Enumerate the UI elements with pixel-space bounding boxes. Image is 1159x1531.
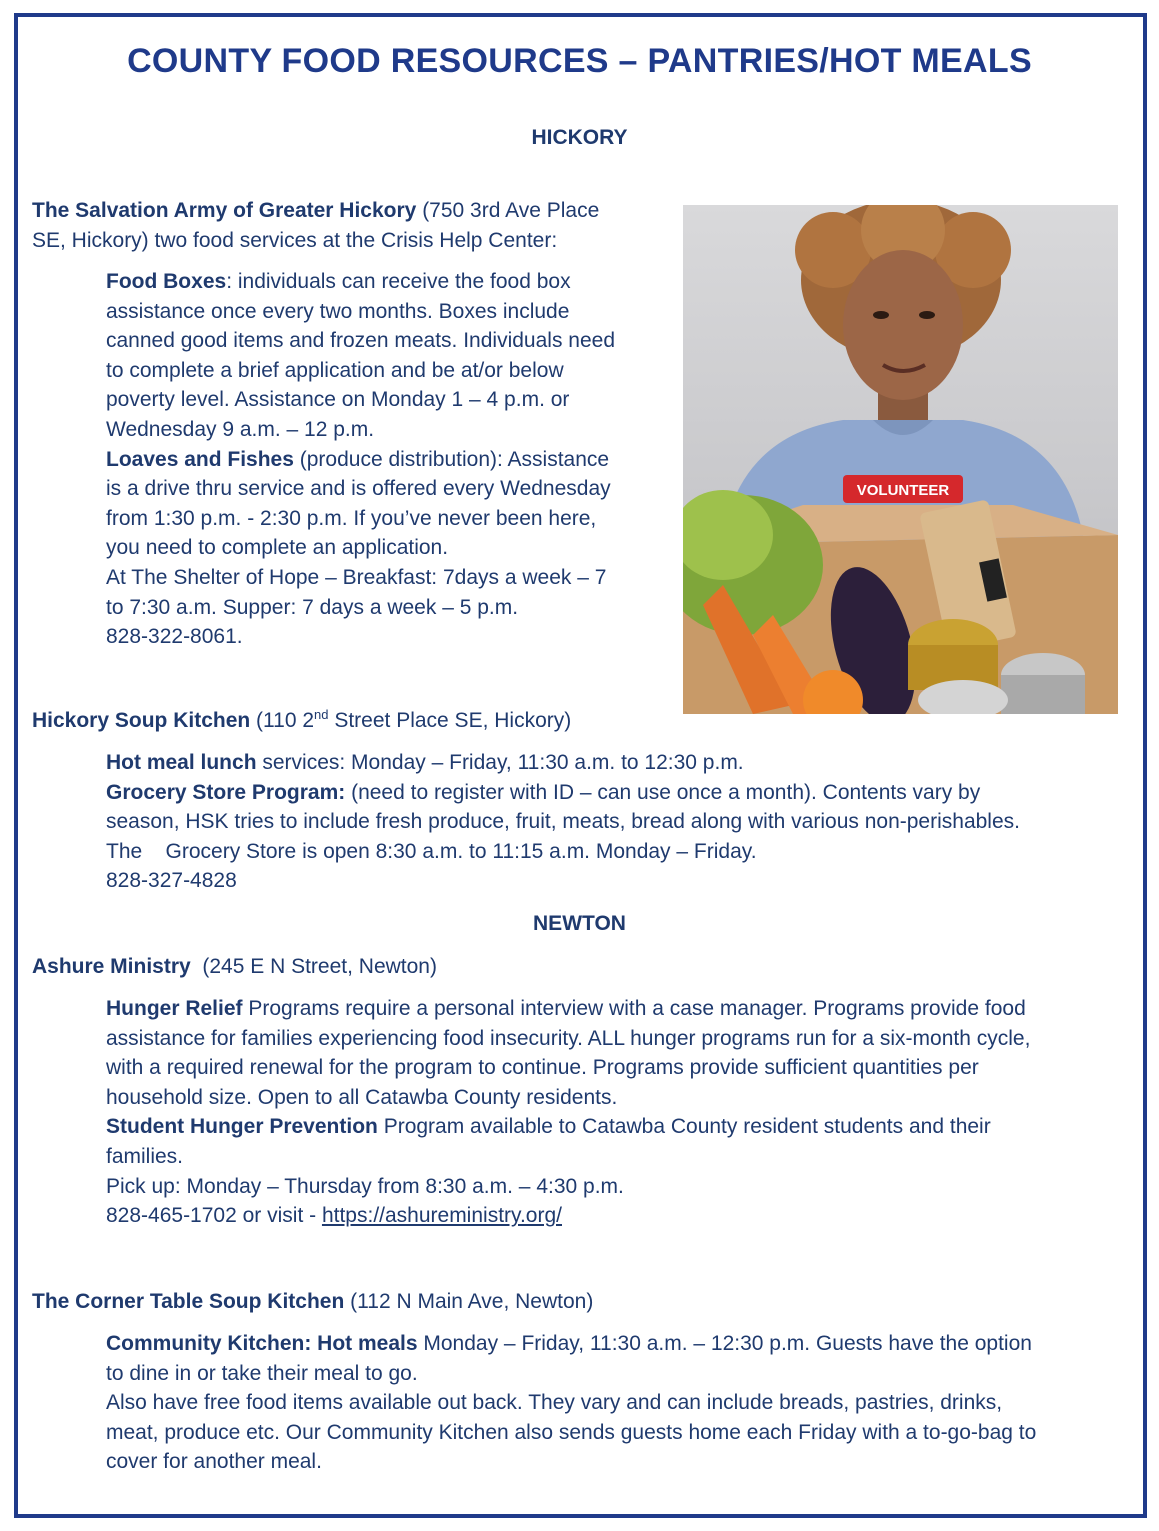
food-boxes-text: Wednesday 9 a.m. – 12 p.m. [106,417,375,441]
loaves-fishes-text: (produce distribution): Assistance [293,447,610,471]
community-kitchen-label: Community Kitchen: Hot meals [106,1332,418,1355]
grocery-text: season, HSK tries to include fresh produce, fruit, meats, bread along with various non-perishables. [106,810,1020,834]
hunger-relief-text: household size. Open to all Catawba County residents. [106,1085,618,1109]
hot-meal-text: services: Monday – Friday, 11:30 a.m. to 12:30 p.m. [256,751,744,774]
hunger-relief-text: Programs require a personal interview with a case manager. Programs provide food [242,997,1026,1020]
community-kitchen-text: Monday – Friday, 11:30 a.m. – 12:30 p.m. Guests have the option [417,1332,1032,1355]
ashure-contact: 828-465-1702 or visit - [106,1204,322,1228]
free-food-text: meat, produce etc. Our Community Kitchen also sends guests home each Friday with a to-go-bag to [106,1420,1037,1444]
shelter-phone: 828-322-8061. [106,625,243,649]
food-boxes-text: poverty level. Assistance on Monday 1 – 4 p.m. or [106,388,570,412]
food-boxes-label: Food Boxes [106,270,227,293]
pickup-text: Pick up: Monday – Thursday from 8:30 a.m. – 4:30 p.m. [106,1174,624,1198]
page-title: COUNTY FOOD RESOURCES – PANTRIES/HOT MEALS [127,42,1032,80]
food-boxes-text: : individuals can receive the food box [226,270,571,293]
hunger-relief-text: assistance for families experiencing food insecurity. ALL hunger programs run for a six-month cycle, [106,1026,1031,1050]
ashure-website-link[interactable]: https://ashureministry.org/ [321,1204,562,1228]
loaves-fishes-text: is a drive thru service and is offered every Wednesday [106,477,611,501]
shelter-text: to 7:30 a.m. Supper: 7 days a week – 5 p.m. [106,595,519,619]
loaves-fishes-text: you need to complete an application. [106,536,449,560]
food-boxes-text: to complete a brief application and be at/or below [106,358,564,382]
food-boxes-text: canned good items and frozen meats. Individuals need [106,329,615,353]
ashure-address: (245 E N Street, Newton) [190,955,437,978]
hot-meal-label: Hot meal lunch [106,751,257,774]
soup-kitchen-header [32,706,732,736]
volunteer-photo [683,205,1118,714]
community-kitchen-text: to dine in or take their meal to go. [106,1361,418,1385]
salvation-army-header [32,196,672,255]
soup-kitchen-name: Hickory Soup Kitchen [32,709,251,732]
ashure-header [32,952,732,982]
soup-kitchen-address: Street Place SE, Hickory) [328,709,572,732]
student-hunger-label: Student Hunger Prevention [106,1115,378,1139]
salvation-army-services [106,267,676,652]
section-heading-hickory: HICKORY [531,126,628,149]
student-hunger-text: Program available to Catawba County resident students and their [377,1115,991,1139]
shelter-text: At The Shelter of Hope – Breakfast: 7days a week – 7 [106,565,607,589]
hunger-relief-label: Hunger Relief [106,997,243,1020]
corner-table-name: The Corner Table Soup Kitchen [32,1290,345,1313]
soup-kitchen-address: (110 2 [250,709,315,732]
hunger-relief-text: with a required renewal for the program to continue. Programs provide sufficient quantities per [106,1056,979,1080]
volunteer-badge-text: VOLUNTEER [856,482,950,499]
salvation-army-address-1: (750 3rd Ave Place [416,199,600,222]
corner-table-address: (112 N Main Ave, Newton) [344,1290,594,1313]
loaves-fishes-text: from 1:30 p.m. - 2:30 p.m. If you’ve never been here, [106,506,597,530]
student-hunger-text: families. [106,1144,184,1168]
salvation-army-name: The Salvation Army of Greater Hickory [32,199,417,222]
salvation-army-address-2: SE, Hickory) two food services at the Crisis Help Center: [32,228,558,252]
grocery-text: (need to register with ID – can use once a month). Contents vary by [345,780,981,804]
corner-table-services [106,1329,1136,1477]
soup-kitchen-address-sup: nd [314,707,329,722]
free-food-text: cover for another meal. [106,1450,322,1474]
free-food-text: Also have free food items available out back. They vary and can include breads, pastries, drinks, [106,1391,1003,1415]
corner-table-header [32,1287,732,1317]
soup-kitchen-phone: 828-327-4828 [106,869,237,893]
grocery-label: Grocery Store Program: [106,780,346,804]
grocery-text: The Grocery Store is open 8:30 a.m. to 11:15 a.m. Monday – Friday. [106,839,757,863]
loaves-fishes-label: Loaves and Fishes [106,447,294,471]
section-heading-newton: NEWTON [533,912,626,935]
food-boxes-text: assistance once every two months. Boxes include [106,299,570,323]
ashure-services [106,994,1136,1231]
ashure-name: Ashure Ministry [32,955,191,978]
soup-kitchen-services [106,748,1136,896]
